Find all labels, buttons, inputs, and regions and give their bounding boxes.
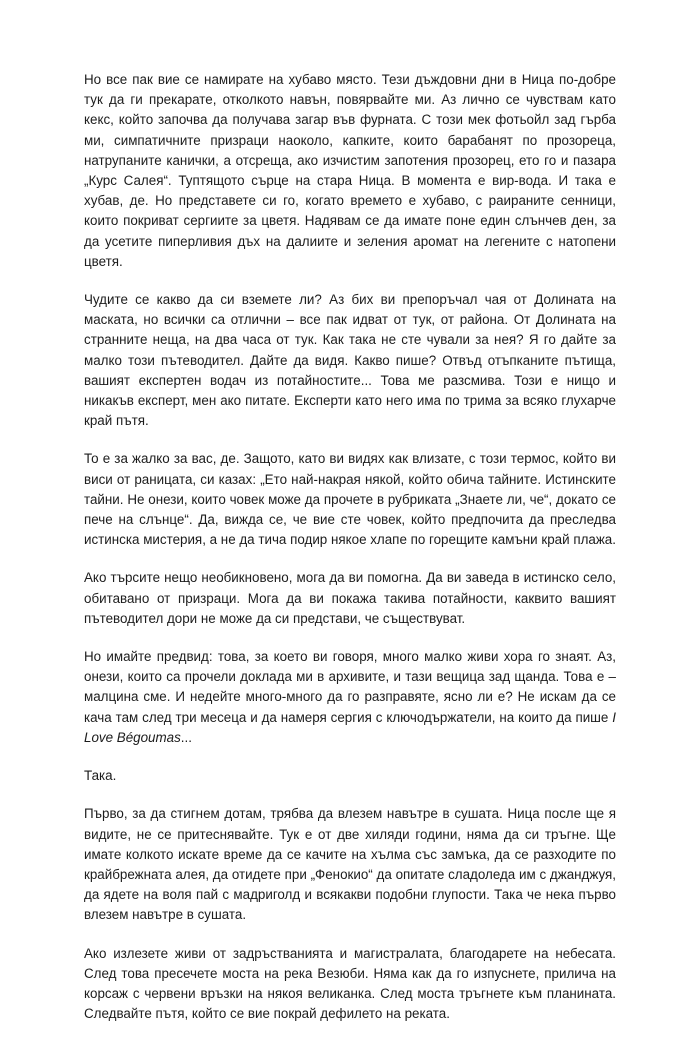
paragraph-5 <box>84 647 616 748</box>
paragraph-2: Чудите се какво да си вземете ли? Аз бих ви препоръчал чая от Долината на маската, но всички са отлични – все пак идват от тук, от района. От Долината на странните неща, на два часа от тук. Как така не сте чували за нея? Я го дайте за малко този пътеводител. Дайте да видя. Какво пише? Отвъд отъпканите пътища, вашият експертен водач из потайностите... Това ме разсмива. Този е нищо и никакъв експерт, мен ако питате. Експерти като него има по трима за всяко глухарче край пътя. <box>84 292 616 429</box>
paragraph-1: Но все пак вие се намирате на хубаво място. Тези дъждовни дни в Ница по-добре тук да ги прекарате, отколкото навън, повярвайте ми. Аз лично се чувствам като кекс, който започва да получава загар във фурната. С този мек фотьойл зад гърба ми, симпатичните призраци наоколо, капките, които барабанят по прозореца, натрупаните канички, а отсреща, ако изчистим запотения прозорец, ето го и пазара „Курс Салея“. Туптящото сърце на стара Ница. В момента е вир-вода. И така е хубав, де. Но представете си го, когато времето е хубаво, с раираните сенници, които покриват сергиите за цветя. Надявам се да имате поне един слънчев ден, за да усетите пиперливия дъх на далиите и зеления аромат на легените с натопени цветя. <box>84 72 616 269</box>
paragraph-6: Така. <box>84 768 117 784</box>
document-page <box>84 70 616 1042</box>
paragraph-5-text: Но имайте предвид: това, за което ви говоря, много малко живи хора го знаят. Аз, онези, които са прочели доклада ми в архивите, и тази вещица зад щанда. Това е – малцина сме. И недейте много-много да го разправяте, ясно ли е? Не искам да се кача там след три месеца и да намеря сергия с ключодържатели, на които да пише <box>84 649 616 725</box>
paragraph-3: То е за жалко за вас, де. Защото, като ви видях как влизате, с този термос, който ви виси от раницата, си казах: „Ето най-накрая някой, който обича тайните. Истинските тайни. Не онези, които човек може да прочете в рубриката „Знаете ли, че“, докато се пече на слънце“. Да, виждa се, че вие сте човек, който предпочита да преследва истинска мистерия, а не да тича подир някое хлапе по горещите камъни край плажа. <box>84 451 616 548</box>
italic-phrase: I Love Bégoumas <box>84 709 616 745</box>
paragraph-4: Ако търсите нещо необикновено, мога да ви помогна. Да ви заведа в истинско село, обитавано от призраци. Мога да ви покажа такива потайности, каквито вашият пътеводител дори не може да си представи, че съществуват. <box>84 570 616 626</box>
paragraph-8: Ако излезете живи от задръстванията и магистралата, благодарете на небесата. След това пресечете моста на река Везюби. Няма как да го изпуснете, прилича на корсаж с червени връзки на някоя великанка. След моста тръгнете към планината. Следвайте пътя, който се вие покрай дефилето на реката. <box>84 945 616 1022</box>
paragraph-5-ellipsis: ... <box>180 729 192 745</box>
paragraph-7: Първо, за да стигнем дотам, трябва да влезем навътре в сушата. Ница после ще я видите, не се притеснявайте. Тук е от две хиляди години, няма да си тръгне. Ще имате колкото искате време да се качите на хълма със замъка, да се разходите по крайбрежната алея, да отидете при „Фенокио“ да опитате сладоледа им с джанджуя, да ядете на воля пай с мадриголд и всякакви подобни глупости. Така че нека първо влезем навътре в сушата. <box>84 806 616 923</box>
